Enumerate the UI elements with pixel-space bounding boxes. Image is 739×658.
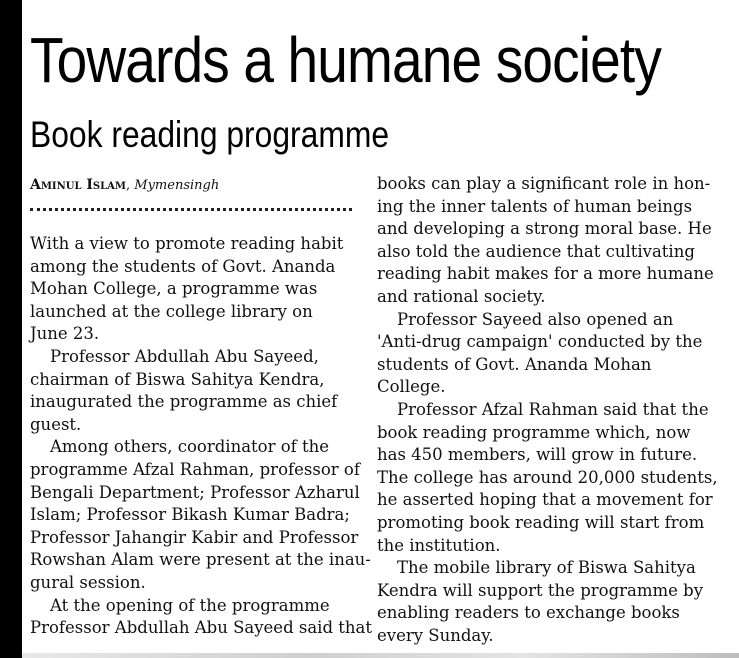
article-line: launched at the college library on [30,301,313,321]
article-line: and developing a strong moral base. He [377,219,712,239]
article-line: ing the inner talents of human beings [377,196,693,216]
article-line: The college has around 20,000 students, [377,467,718,487]
subheadline: Book reading programme [30,114,390,155]
article-line: enabling readers to exchange books [377,603,680,623]
byline-separator: , [126,178,135,193]
article-line: Among others, coordinator of the [50,437,330,457]
article-line: Rowshan Alam were present at the inau- [30,550,371,570]
article-line: has 450 members, will grow in future. [377,445,698,465]
article-line: Professor Sayeed also opened an [397,309,674,329]
headline: Towards a humane society [30,24,661,96]
article-line: also told the audience that cultivating [377,241,695,261]
article-line: chairman of Biswa Sahitya Kendra, [30,369,325,389]
page-bottom-edge [22,653,739,658]
article-line: among the students of Govt. Ananda [30,256,336,276]
article-line: With a view to promote reading habit [30,234,344,253]
article-line: every Sunday. [377,625,494,645]
article-line: the institution. [377,535,501,555]
article-line: Professor Abdullah Abu Sayeed, [50,346,319,366]
byline [30,176,219,195]
article-line: June 23. [30,324,100,344]
byline-divider [30,208,352,211]
article-line: books can play a significant role in hon- [377,174,711,193]
left-edge-bar [0,0,22,658]
article-line: he asserted hoping that a movement for [377,490,713,510]
article-line: Professor Abdullah Abu Sayeed said that [30,618,372,638]
article-line: and rational society. [377,286,546,306]
article-line: inaugurated the programme as chief [30,392,338,412]
article-line: The mobile library of Biswa Sahitya [397,558,696,578]
article-line: 'Anti-drug campaign' conducted by the [377,332,703,352]
article-line: Bengali Department; Professor Azharul [30,482,360,502]
article-line: reading habit makes for a more humane [377,264,714,284]
article-line: At the opening of the programme [50,595,330,615]
article-line: Islam; Professor Bikash Kumar Badra; [30,505,350,525]
byline-location: Mymensingh [134,178,220,193]
article-line: promoting book reading will start from [377,512,705,532]
article-line: College. [377,377,446,397]
article-column-right [377,173,718,647]
article-line: Mohan College, a programme was [30,279,318,299]
byline-author: Aminul Islam [30,177,127,193]
article-column-left [30,233,372,640]
article-line: book reading programme which, now [377,422,691,442]
article-line: guest. [30,414,82,434]
article-line: Kendra will support the programme by [377,580,704,600]
article-line: programme Afzal Rahman, professor of [30,459,360,479]
article-line: students of Govt. Ananda Mohan [377,354,652,374]
article-line: gural session. [30,572,146,592]
article-line: Professor Jahangir Kabir and Professor [30,527,359,547]
article-line: Professor Afzal Rahman said that the [397,399,709,419]
